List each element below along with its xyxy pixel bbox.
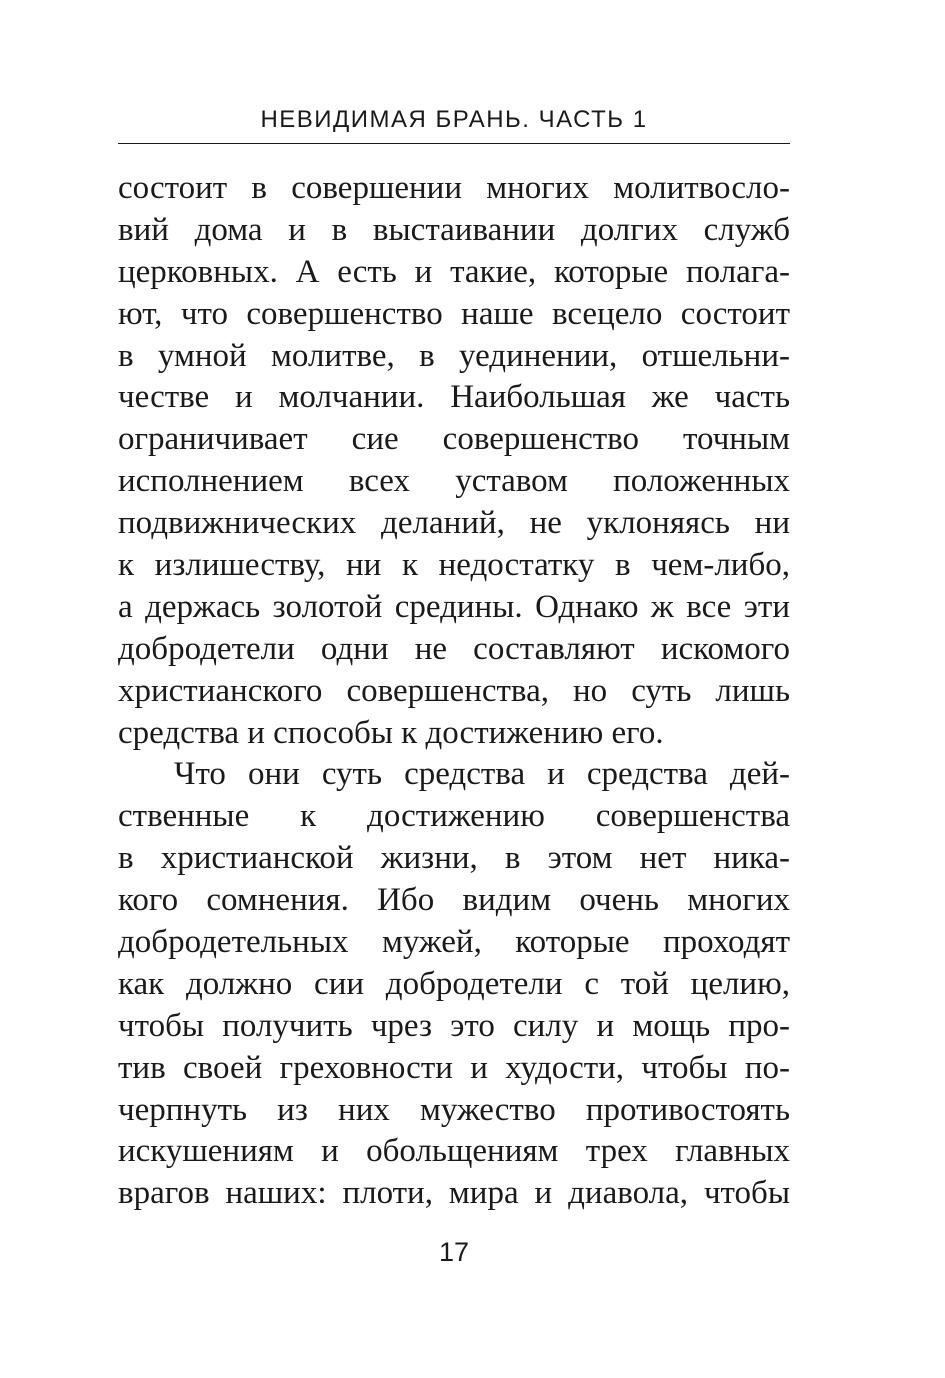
- text-line: кого сомнения. Ибо видим очень многих: [118, 882, 790, 919]
- text-line: ограничивает сие совершенство точным: [118, 421, 790, 458]
- text-line: добродетельных мужей, которые проходят: [118, 924, 790, 961]
- text-line: врагов наших: плоти, мира и диавола, чтобы: [118, 1175, 790, 1212]
- body-text: [118, 168, 790, 1215]
- text-line: черпнуть из них мужество противостоять: [118, 1091, 790, 1128]
- text-line: а держась золотой средины. Однако ж все эти: [118, 588, 790, 625]
- running-head: НЕВИДИМАЯ БРАНЬ. ЧАСТЬ 1: [260, 106, 648, 133]
- text-line: состоит в совершении многих молитвосло-: [118, 170, 790, 206]
- text-line: в умной молитве, в уединении, отшельни-: [118, 337, 790, 374]
- text-line: в христианской жизни, в этом нет ника-: [118, 840, 790, 877]
- text-line: вий дома и в выстаивании долгих служб: [118, 211, 790, 248]
- text-line: чтобы получить чрез это силу и мощь про-: [118, 1007, 790, 1044]
- text-line: к излишеству, ни к недостатку в чем-либо,: [118, 547, 790, 584]
- text-line: добродетели одни не составляют искомого: [118, 630, 790, 667]
- text-line: честве и молчании. Наибольшая же часть: [118, 379, 790, 416]
- header-rule: [118, 143, 790, 144]
- page-number: 17: [438, 1237, 470, 1267]
- text-line: средства и способы к достижению его.: [118, 714, 664, 751]
- text-line: искушениям и обольщениям трех главных: [118, 1133, 790, 1170]
- text-line: Что они суть средства и средства дей-: [174, 756, 790, 793]
- paragraph-1: [118, 168, 790, 754]
- text-line: церковных. А есть и такие, которые полага-: [118, 253, 790, 290]
- text-line: как должно сии добродетели с той целию,: [118, 965, 790, 1002]
- text-line: исполнением всех уставом положенных: [118, 463, 790, 500]
- text-line: тив своей греховности и худости, чтобы по-: [118, 1049, 790, 1086]
- paragraph-2: [118, 754, 790, 1215]
- text-line: ют, что совершенство наше всецело состоит: [118, 295, 790, 332]
- text-line: христианского совершенства, но суть лишь: [118, 672, 790, 709]
- text-line: ственные к достижению совершенства: [118, 798, 790, 835]
- text-line: подвижнических деланий, не уклоняясь ни: [118, 505, 790, 542]
